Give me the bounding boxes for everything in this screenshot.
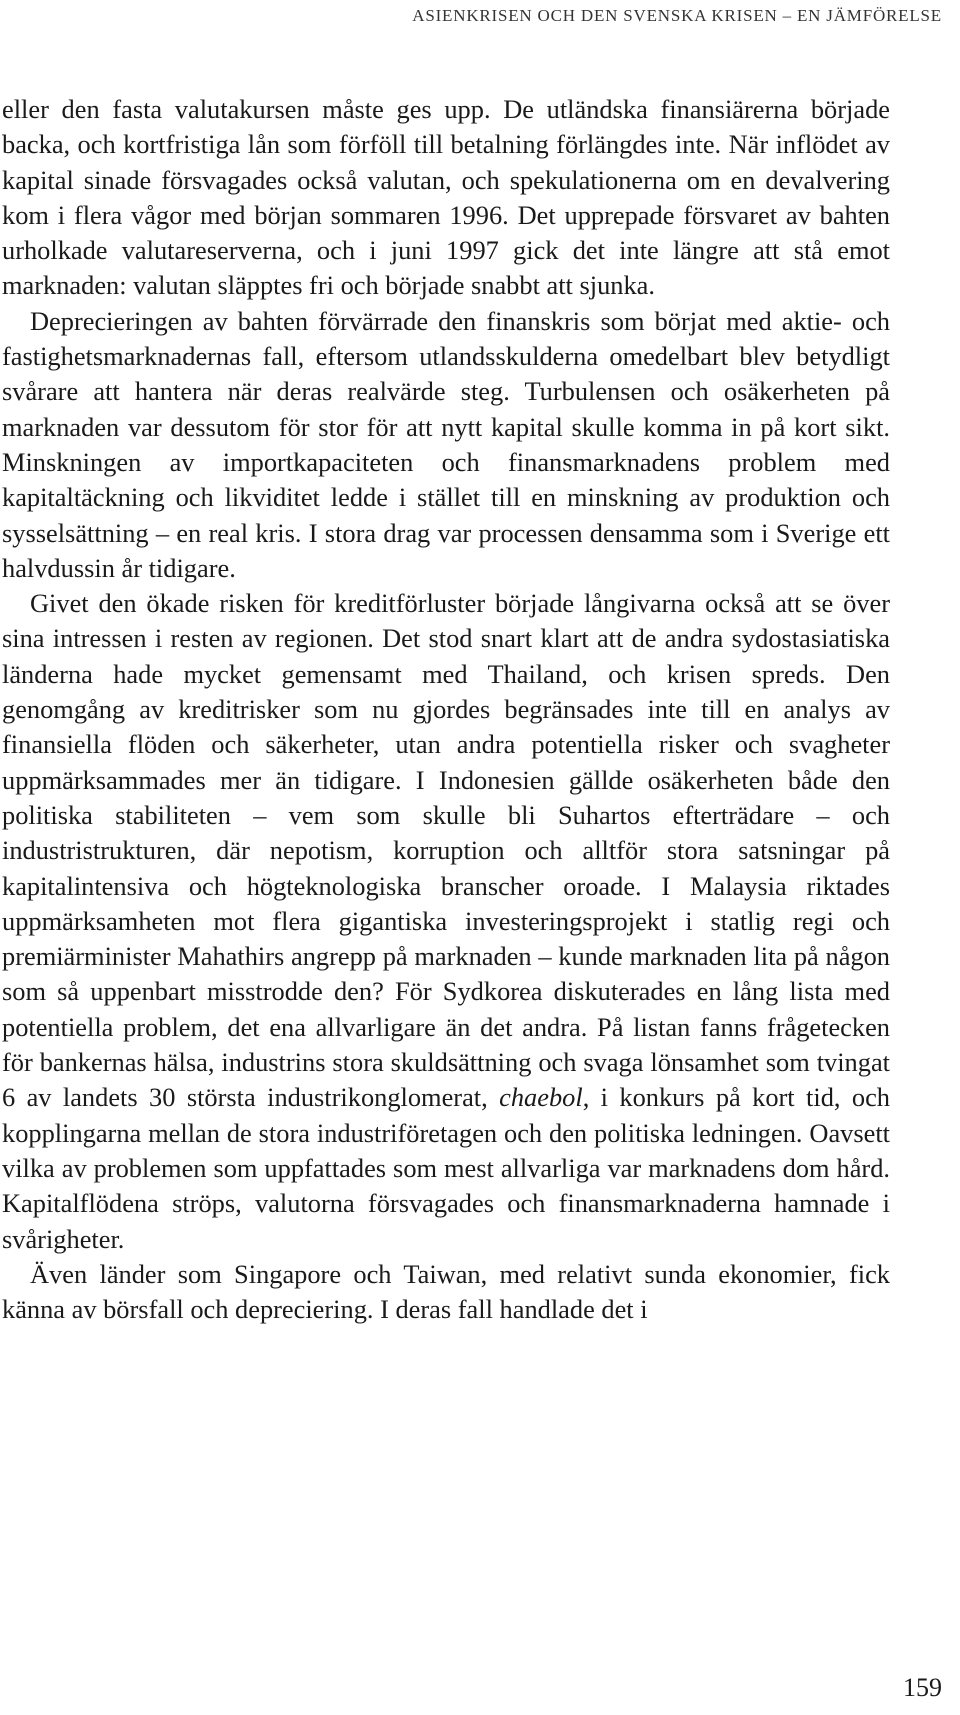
italic-term-chaebol: chaebol	[499, 1082, 583, 1113]
paragraph-3-text-b: , i konkurs på kort tid, och kopplingarna mellan de stora industriföretagen och den politiska ledningen. Oavsett vilka av problemen som uppfattades som mest allvarliga var marknadens dom hård. Kapitalflödena ströps, valutorna försvagades och finansmarknaderna hamnade i svårigheter.	[2, 1082, 890, 1254]
paragraph-3-text-a: Givet den ökade risken för kreditförluster började långivarna också att se över sina intressen i resten av regionen. Det stod snart klart att de andra sydostasiatiska länderna hade mycket gemensamt med Thailand, och krisen spreds. Den genomgång av kreditrisker som nu gjordes begränsades inte till en analys av finansiella flöden och säkerheter, utan andra potentiella risker och svagheter uppmärksammades mer än tidigare. I Indonesien gällde osäkerheten både den politiska stabiliteten – vem som skulle bli Suhartos efterträdare – och industristrukturen, där nepotism, korruption och alltför stora satsningar på kapitalintensiva och högteknologiska branscher oroade. I Malaysia riktades uppmärksamheten mot flera gigantiska investeringsprojekt i statlig regi och premiärminister Mahathirs angrepp på marknaden – kunde marknaden lita på någon som så uppenbart misstrodde den? För Sydkorea diskuterades en lång lista med potentiella problem, det ena allvarligare än det andra. På listan fanns frågetecken för bankernas hälsa, industrins stora skuldsättning och svaga lönsamhet som tvingat 6 av landets 30 största industrikonglomerat,	[2, 588, 890, 1113]
paragraph-1: eller den fasta valutakursen måste ges upp. De utländska finansiärerna började backa, och kortfristiga lån som förföll till betalning förlängdes inte. När inflödet av kapital sinade försvagades också valutan, och spekulationerna om en devalvering kom i flera vågor med början sommaren 1996. Det upprepade försvaret av bahten urholkade valutareserverna, och i juni 1997 gick det inte längre att stå emot marknaden: valutan släpptes fri och började snabbt att sjunka.	[2, 94, 890, 301]
page-number: 159	[903, 1673, 942, 1702]
paragraph-4: Även länder som Singapore och Taiwan, med relativt sunda ekonomier, fick känna av börsfall och depreciering. I deras fall handlade det i	[2, 1258, 890, 1325]
body-text	[2, 92, 890, 1327]
paragraph-2: Deprecieringen av bahten förvärrade den finanskris som börjat med aktie- och fastighetsmarknadernas fall, eftersom utlandsskulderna omedelbart blev betydligt svårare att hantera när deras realvärde steg. Turbulensen och osäkerheten på marknaden var dessutom för stor för att nytt kapital skulle komma in på kort sikt. Minskningen av importkapaciteten och finansmarknadens problem med kapitaltäckning och likviditet ledde i stället till en minskning av produktion och sysselsättning – en real kris. I stora drag var processen densamma som i Sverige ett halvdussin år tidigare.	[2, 305, 890, 583]
running-head: ASIENKRISEN OCH DEN SVENSKA KRISEN – EN JÄMFÖRELSE	[412, 6, 942, 25]
paragraph-3	[2, 586, 890, 1257]
